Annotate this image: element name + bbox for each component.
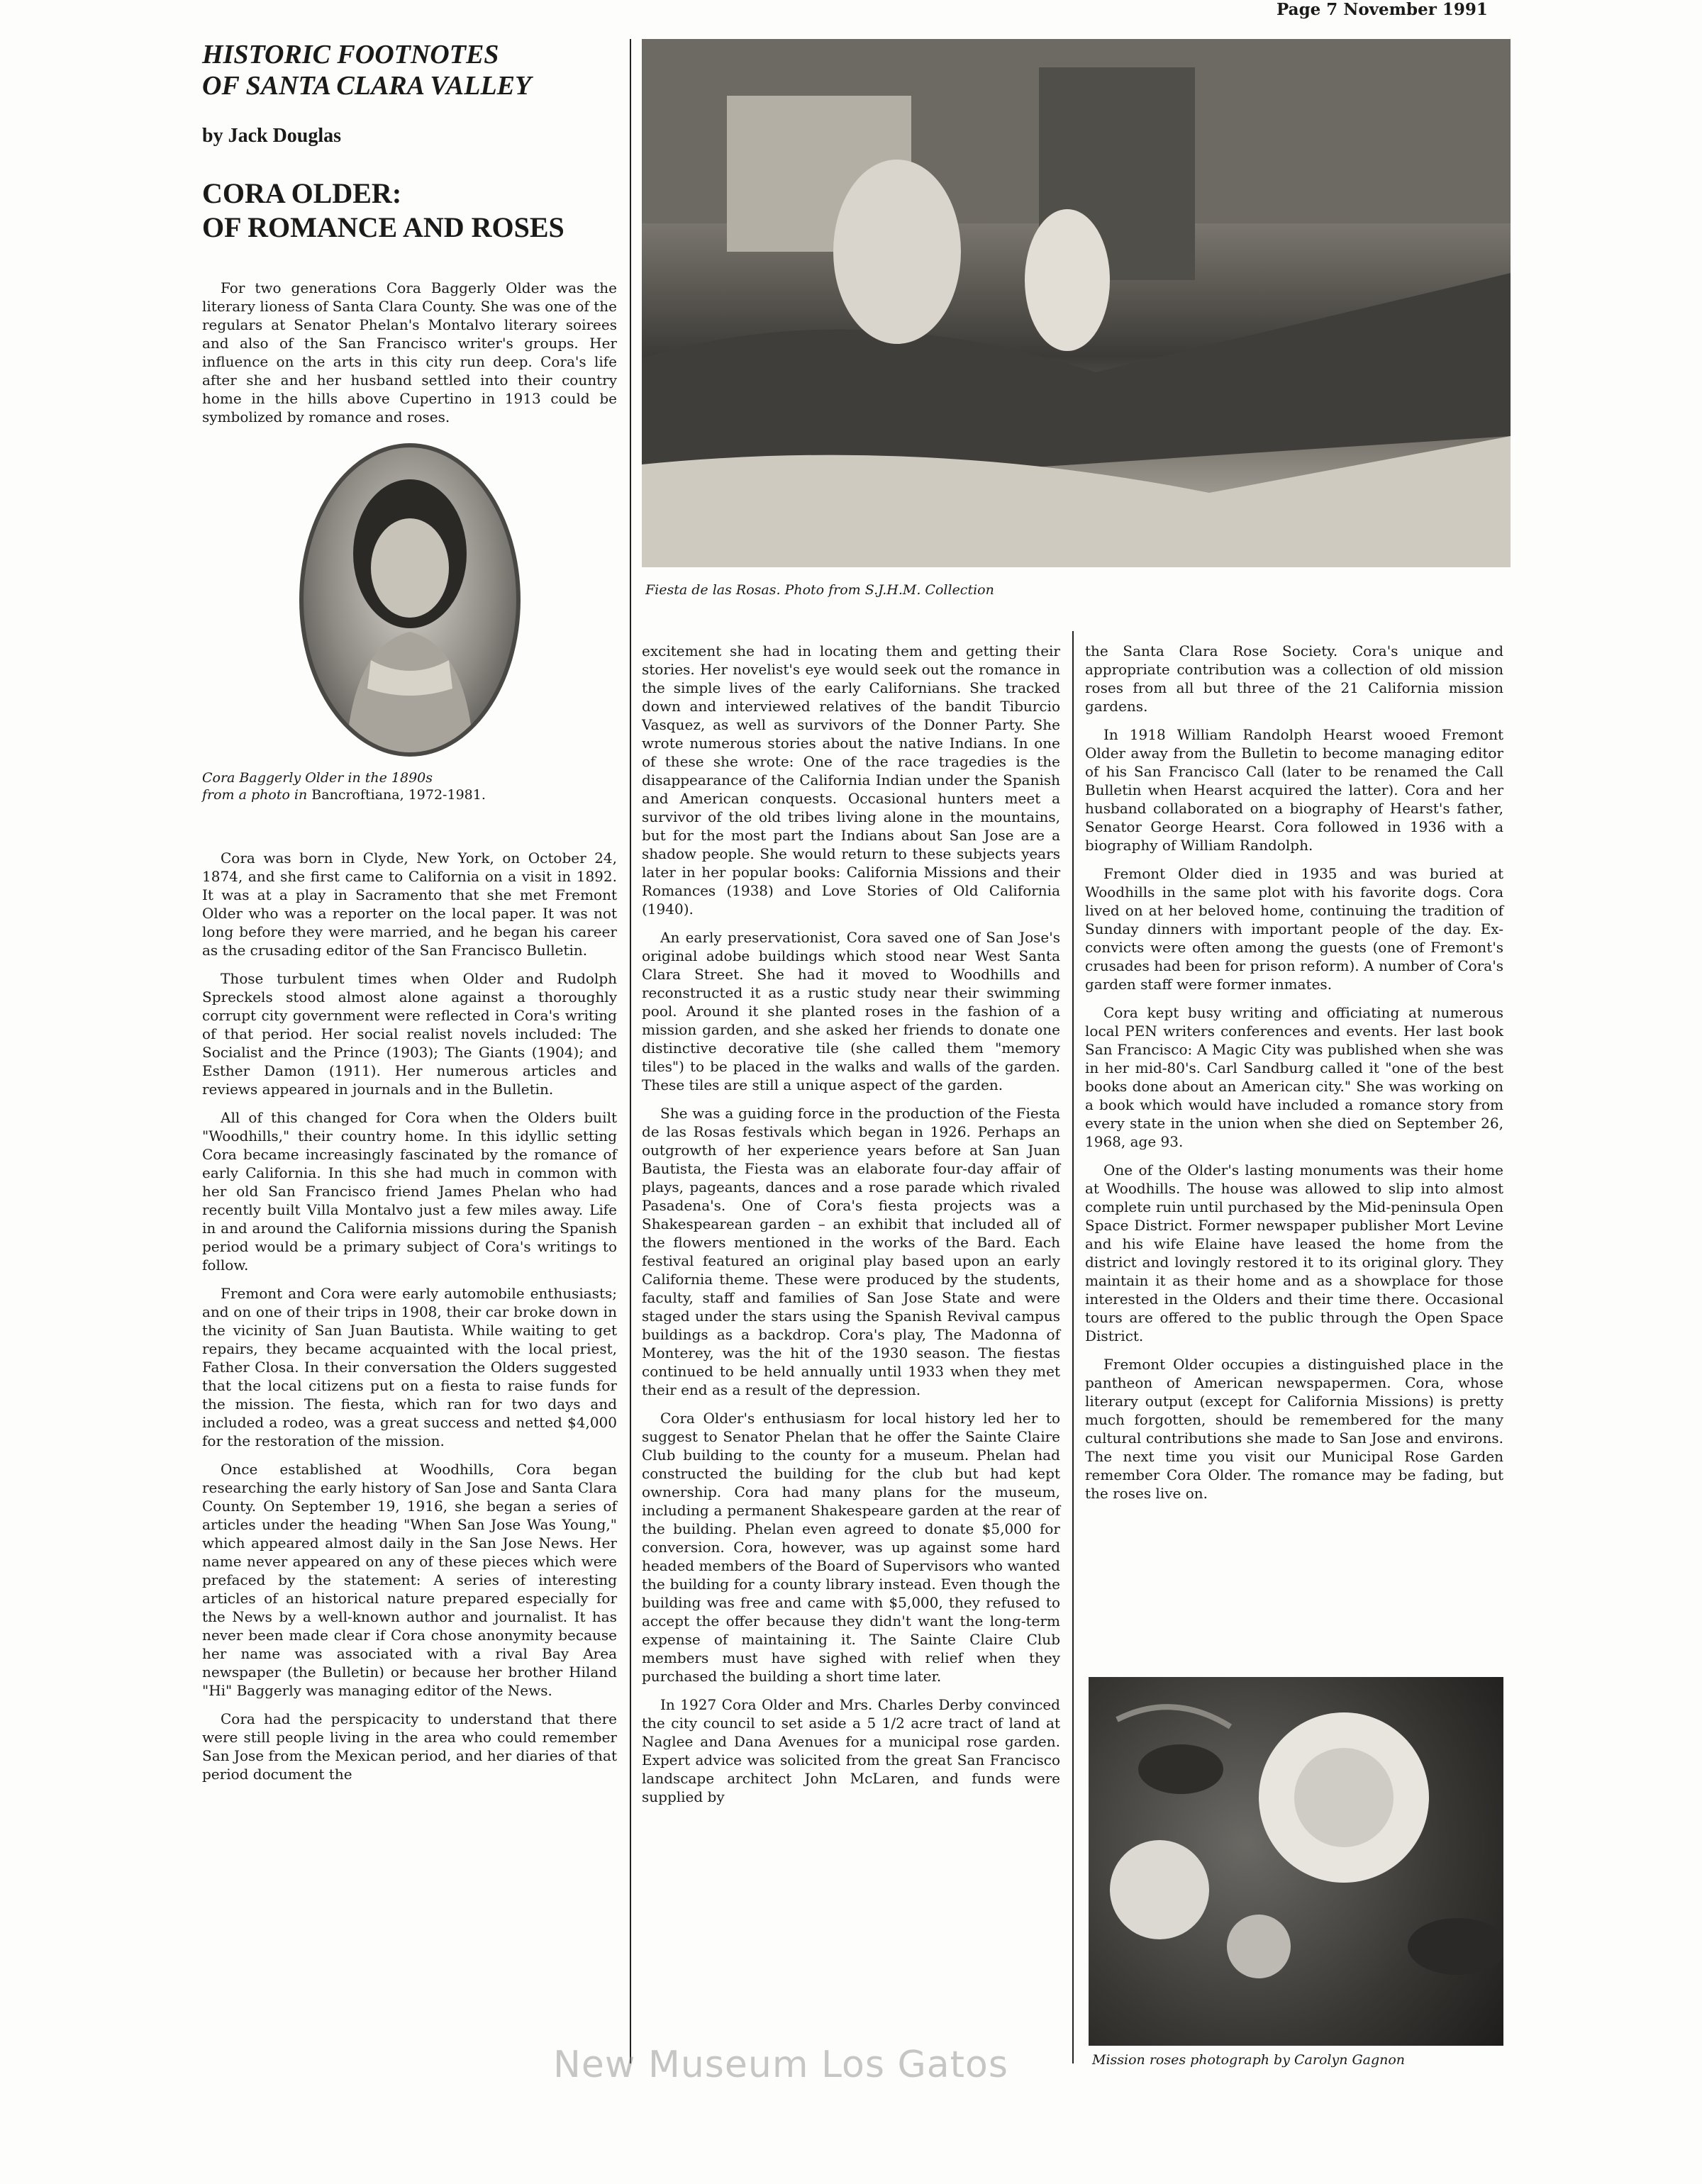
mid-paragraph: She was a guiding force in the production of the Fiesta de las Rosas festivals which began in 1926. Perhaps an outgrowth of her experience years before at San Juan Bautista, the Fiesta was an elaborate four-day affair of plays, pageants, dances and a rose parade which rivaled Pasadena's. One of Cora's fiesta projects was a Shakespearean garden – an exhibit that included all of the flowers mentioned in the works of the Bard. Each festival featured an original play based upon an early California theme. These were produced by the students, faculty, staff and families of San Jose State and were staged under the stars using the Spanish Revival campus buildings as a backdrop. Cora's play, The Madonna of Monterey, was the hit of the 1930 season. The fiestas continued to be held annually until 1933 when they met their end as a result of the depression. [642,1105,1060,1398]
fiesta-de-las-rosas-photo [642,39,1511,567]
mid-paragraph: An early preservationist, Cora saved one of San Jose's original adobe buildings which stood near West Santa Clara Street. She had it moved to Woodhills and reconstructed it as a rustic study near their swimming pool. Around it she planted roses in the fashion of a mission garden, and she asked her friends to donate one distinctive decorative tile (she called them "memory tiles") to be placed in the walks and walls of the garden. These tiles are still a unique aspect of the garden. [642,929,1060,1093]
byline: by Jack Douglas [202,125,342,147]
series-title: HISTORIC FOOTNOTES OF SANTA CLARA VALLEY [202,40,532,101]
mission-roses-photo [1089,1677,1503,2046]
left-paragraph: Once established at Woodhills, Cora began researching the early history of San Jose and Santa Clara County. On September 19, 1916, she began a series of articles under the heading "When San Jose Was Young," which appeared almost daily in the San Jose News. Her name never appeared on any of these pieces which were prefaced by the statement: A series of interesting articles of an historical nature prepared especially for the News by a well-known author and journalist. It has never been made clear if Cora chose anonymity because her name was associated with a rival Bay Area newspaper (the Bulletin) or because her brother Hiland "Hi" Baggerly was managing editor of the News. [202,1461,617,1699]
right-paragraph: Fremont Older occupies a distinguished place in the pantheon of American newspapermen. Cora, whose literary output (except for California Missions) is pretty much forgotten, should be remembered for the many cultural contributions she made to San Jose and environs. The next time you visit our Municipal Rose Garden remember Cora Older. The romance may be fading, but the roses live on. [1085,1356,1503,1502]
column-divider-1 [630,39,631,2063]
cora-portrait-photo [299,443,521,757]
left-paragraph: Cora had the perspicacity to understand that there were still people living in the area who could remember San Jose from the Mexican period, and her diaries of that period document the [202,1710,617,1783]
mid-paragraph: In 1927 Cora Older and Mrs. Charles Derby convinced the city council to set aside a 5 1/2 acre tract of land at Naglee and Dana Avenues for a municipal rose garden. Expert advice was solicited from the great San Francisco landscape architect John McLaren, and funds were supplied by [642,1696,1060,1805]
page-date-header: Page 7 November 1991 [1276,0,1488,19]
left-paragraph: All of this changed for Cora when the Olders built "Woodhills," their country home. In this idyllic setting Cora became increasingly fascinated by the romance of early California. In this she had much in common with her old San Francisco friend James Phelan who had recently built Villa Montalvo just a few miles away. Life in and around the California missions during the Spanish period would be a primary subject of Cora's writings to follow. [202,1109,617,1274]
left-paragraph: Fremont and Cora were early automobile enthusiasts; and on one of their trips in 1908, their car broke down in the vicinity of San Juan Bautista. While waiting to get repairs, they became acquainted with the local priest, Father Closa. In their conversation the Olders suggested that the local citizens put on a fiesta to raise funds for the mission. The fiesta, which ran for two days and included a rodeo, was a great success and netted $4,000 for the restoration of the mission. [202,1285,617,1449]
left-column [202,39,617,1793]
parade-float-icon [642,39,1511,567]
mid-paragraph: Cora Older's enthusiasm for local history led her to suggest to Senator Phelan that he offer the Sainte Claire Club building to the county for a museum. Phelan had constructed the building for the club but had kept ownership. Cora had many plans for the museum, including a permanent Shakespeare garden at the rear of the building. Phelan even agreed to donate $5,000 for conversion. Cora, however, was up against some hard headed members of the Board of Supervisors who wanted the building for a county library instead. Even though the building was free and came with $5,000, they refused to accept the offer because they didn't want the long-term expense of maintaining it. The Sainte Claire Club members must have sighed with relief when they purchased the building a short time later. [642,1410,1060,1685]
watermark: New Museum Los Gatos [553,2044,1008,2086]
portrait-figure-icon [304,447,516,752]
left-paragraph: Cora was born in Clyde, New York, on October 24, 1874, and she first came to California on a visit in 1892. It was at a play in Sacramento that she met Fremont Older who was a reporter on the local paper. It was not long before they were married, and he began his career as the crusading editor of the San Francisco Bulletin. [202,849,617,959]
right-paragraph: In 1918 William Randolph Hearst wooed Fremont Older away from the Bulletin to become managing editor of his San Francisco Call (later to be renamed the Call Bulletin when Hearst acquired the latter). Cora and her husband collaborated on a biography of Hearst's father, Senator George Hearst. Cora followed in 1936 with a biography of William Randolph. [1085,726,1503,854]
right-paragraph: Cora kept busy writing and officiating at numerous local PEN writers conferences and events. Her last book San Francisco: A Magic City was published when she was in her mid-80's. Carl Sandburg called it "one of the best books done about an American city." She was working on a book which would have included a romance story from every state in the union when she died on September 26, 1968, age 93. [1085,1004,1503,1150]
fiesta-caption: Fiesta de las Rosas. Photo from S.J.H.M. Collection [645,582,994,598]
right-column [1085,642,1503,1512]
right-paragraph: Fremont Older died in 1935 and was buried at Woodhills in the same plot with his favorite dogs. Cora lived on at her beloved home, continuing the tradition of Sunday dinners with important people of the day. Ex-convicts were often among the guests (one of Fremont's crusades had been for prison reform). A number of Cora's garden staff were former inmates. [1085,865,1503,993]
left-paragraph: Those turbulent times when Older and Rudolph Spreckels stood almost alone against a thoroughly corrupt city government were reflected in Cora's writing of that period. Her social realist novels included: The Socialist and the Prince (1903); The Giants (1904); and Esther Damon (1911). Her numerous articles and reviews appeared in journals and in the Bulletin. [202,970,617,1098]
headline: CORA OLDER: OF ROMANCE AND ROSES [202,177,564,243]
mid-paragraph: excitement she had in locating them and getting their stories. Her novelist's eye would seek out the romance in the simple lives of the early Californians. She tracked down and interviewed relatives of the bandit Tiburcio Vasquez, as well as survivors of the Donner Party. She wrote numerous stories about the native Indians. In one of these she wrote: One of the race tragedies is the disappearance of the California Indian under the Spanish and American conquests. Occasional hunters meet a survivor of the old tribes living alone in the mountains, but for the most part the Indians about San Jose are a shadow people. She would return to these subjects years later in her popular books: California Missions and their Romances (1938) and Love Stories of Old California (1940). [642,642,1060,918]
rose-flower-icon [1089,1677,1503,2046]
right-paragraph: the Santa Clara Rose Society. Cora's unique and appropriate contribution was a collection of old mission roses from all but three of the 21 California mission gardens. [1085,642,1503,715]
right-paragraph: One of the Older's lasting monuments was their home at Woodhills. The house was allowed to slip into almost complete ruin until purchased by the Mid-peninsula Open Space District. Former newspaper publisher Mort Levine and his wife Elaine have leased the home from the district and lovingly restored it to its original glory. They maintain it as their home and as a showplace for those interested in the Olders and their time there. Occasional tours are offered to the public through the Open Space District. [1085,1161,1503,1344]
intro-paragraph: For two generations Cora Baggerly Older was the literary lioness of Santa Clara County. She was one of the regulars at Senator Phelan's Montalvo literary soirees and also of the San Francisco writer's groups. Her influence on the arts in this city run deep. Cora's life after she and her husband settled into their country home in the hills above Cupertino in 1913 could be symbolized by romance and roses. [202,279,617,425]
column-divider-2 [1072,631,1074,2063]
roses-caption: Mission roses photograph by Carolyn Gagnon [1092,2052,1406,2068]
middle-column [642,642,1060,1816]
portrait-caption: Cora Baggerly Older in the 1890s from a photo in Bancroftiana, 1972-1981. [202,770,486,803]
